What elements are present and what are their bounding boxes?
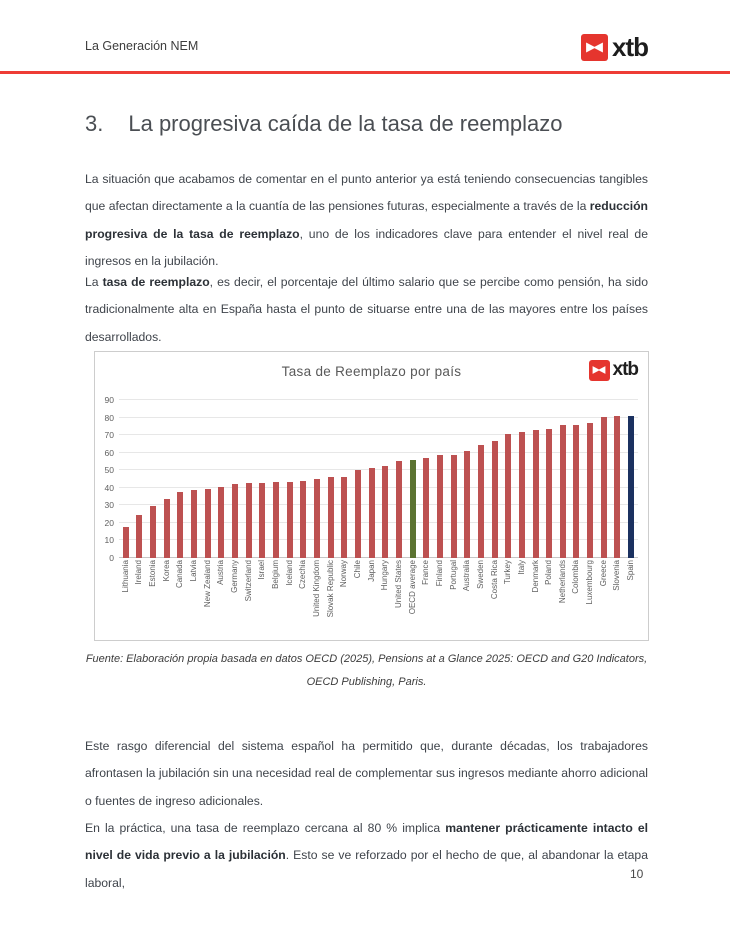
bar-slot xyxy=(419,400,433,558)
bar-slot xyxy=(324,400,338,558)
x-tick-label: Slovak Republic xyxy=(325,560,335,618)
chart-y-axis xyxy=(95,395,114,563)
x-tick xyxy=(501,560,515,640)
x-tick-label: Austria xyxy=(216,560,226,585)
bar-portugal xyxy=(451,455,457,558)
bar-slot xyxy=(283,400,297,558)
x-tick-label: Belgium xyxy=(271,560,281,589)
bar-slot xyxy=(611,400,625,558)
x-tick xyxy=(187,560,201,640)
x-tick-label: Norway xyxy=(339,560,349,588)
bar-colombia xyxy=(573,425,579,558)
header-divider xyxy=(0,71,730,74)
bar-costa-rica xyxy=(492,441,498,558)
bar-slot xyxy=(297,400,311,558)
x-tick xyxy=(597,560,611,640)
chart-xtb-logo xyxy=(589,359,639,381)
bar-denmark xyxy=(533,430,539,558)
bar-slot xyxy=(406,400,420,558)
xtb-logo-icon xyxy=(581,34,608,61)
x-tick xyxy=(556,560,570,640)
bar-slot xyxy=(556,400,570,558)
bar-new-zealand xyxy=(205,489,211,558)
bar-sweden xyxy=(478,445,484,558)
x-tick-label: New Zealand xyxy=(202,560,212,608)
bar-slovak-republic xyxy=(328,477,334,558)
bar-slot xyxy=(378,400,392,558)
x-tick xyxy=(201,560,215,640)
x-tick xyxy=(406,560,420,640)
bar-slot xyxy=(146,400,160,558)
bar-slot xyxy=(201,400,215,558)
x-tick-label: Estonia xyxy=(148,560,158,587)
bar-canada xyxy=(177,492,183,558)
bar-slot xyxy=(338,400,352,558)
bar-germany xyxy=(232,484,238,558)
bar-slot xyxy=(187,400,201,558)
x-tick xyxy=(460,560,474,640)
x-tick xyxy=(228,560,242,640)
x-tick-label: Turkey xyxy=(503,560,513,585)
x-tick-label: Australia xyxy=(462,560,472,592)
x-tick-label: OECD average xyxy=(407,560,417,615)
x-tick-label: Chile xyxy=(352,560,362,579)
bar-slot xyxy=(597,400,611,558)
x-tick-label: Iceland xyxy=(284,560,294,586)
bar-slot xyxy=(269,400,283,558)
x-tick-label: Israel xyxy=(257,560,267,580)
bar-iceland xyxy=(287,482,293,558)
bar-greece xyxy=(601,417,607,558)
bar-slot xyxy=(256,400,270,558)
bar-spain xyxy=(628,416,634,558)
bar-slot xyxy=(310,400,324,558)
xtb-logo-text: xtb xyxy=(612,359,638,380)
y-tick-label: 50 xyxy=(104,465,114,476)
x-tick-label: Netherlands xyxy=(557,560,567,604)
bar-slot xyxy=(515,400,529,558)
x-tick-label: Lithuania xyxy=(120,560,130,593)
bar-united-states xyxy=(396,461,402,558)
x-tick-label: Hungary xyxy=(380,560,390,591)
x-tick xyxy=(365,560,379,640)
x-tick-label: Colombia xyxy=(571,560,581,594)
bar-slot xyxy=(447,400,461,558)
bar-slot xyxy=(174,400,188,558)
x-tick-label: Greece xyxy=(598,560,608,587)
xtb-logo-icon xyxy=(589,360,610,381)
section-heading xyxy=(85,111,563,137)
bar-slot xyxy=(351,400,365,558)
bar-slot xyxy=(433,400,447,558)
bar-slot xyxy=(624,400,638,558)
x-tick xyxy=(529,560,543,640)
y-tick-label: 70 xyxy=(104,430,114,441)
bar-slot xyxy=(542,400,556,558)
y-tick-label: 10 xyxy=(104,535,114,546)
bar-belgium xyxy=(273,482,279,558)
bar-slovenia xyxy=(614,416,620,558)
y-tick-label: 20 xyxy=(104,517,114,528)
bar-lithuania xyxy=(123,527,129,558)
x-tick-label: Switzerland xyxy=(243,560,253,602)
bar-slot xyxy=(160,400,174,558)
x-tick-label: Costa Rica xyxy=(489,560,499,600)
y-tick-label: 60 xyxy=(104,447,114,458)
paragraph-2: La tasa de reemplazo, es decir, el porcentaje del último salario que se percibe como pensión, ha sido tradicionalmente alta en España hasta el punto de situarse entre una de las mayores entre los países desarrollados. xyxy=(85,275,648,344)
bar-oecd-average xyxy=(410,460,416,558)
y-tick-label: 30 xyxy=(104,500,114,511)
x-tick xyxy=(611,560,625,640)
bar-chile xyxy=(355,470,361,558)
bar-slot xyxy=(583,400,597,558)
bar-slot xyxy=(474,400,488,558)
y-tick-label: 40 xyxy=(104,482,114,493)
bar-slot xyxy=(365,400,379,558)
x-tick-label: Japan xyxy=(366,560,376,582)
paragraph-3: Este rasgo diferencial del sistema español ha permitido que, durante décadas, los trabajadores afrontasen la jubilación sin una necesidad real de complementar sus ingresos mediante ahorro adicional o fuentes de ingreso adicionales. xyxy=(85,739,648,808)
bar-slot xyxy=(460,400,474,558)
bar-australia xyxy=(464,451,470,558)
x-tick-label: Finland xyxy=(434,560,444,587)
bar-slot xyxy=(529,400,543,558)
bar-slot xyxy=(488,400,502,558)
bar-slot xyxy=(215,400,229,558)
chart-plot xyxy=(119,400,638,558)
x-tick xyxy=(310,560,324,640)
x-tick xyxy=(174,560,188,640)
bar-france xyxy=(423,458,429,558)
x-tick xyxy=(338,560,352,640)
bar-japan xyxy=(369,468,375,558)
bar-norway xyxy=(341,477,347,558)
x-tick xyxy=(283,560,297,640)
bar-slot xyxy=(133,400,147,558)
section-number: 3. xyxy=(85,111,104,136)
x-tick-label: Czechia xyxy=(298,560,308,589)
x-tick xyxy=(583,560,597,640)
bar-czechia xyxy=(300,481,306,558)
section-title: La progresiva caída de la tasa de reemplazo xyxy=(128,111,563,136)
x-tick xyxy=(515,560,529,640)
x-tick xyxy=(256,560,270,640)
x-tick-label: Poland xyxy=(544,560,554,585)
x-tick xyxy=(160,560,174,640)
x-tick xyxy=(133,560,147,640)
bars xyxy=(119,400,638,558)
x-tick xyxy=(215,560,229,640)
bar-latvia xyxy=(191,490,197,558)
bar-slot xyxy=(392,400,406,558)
y-tick-label: 90 xyxy=(104,395,114,405)
running-header-title: La Generación NEM xyxy=(85,39,199,53)
x-tick-label: United Kingdom xyxy=(312,560,322,617)
x-tick xyxy=(542,560,556,640)
x-tick-label: Latvia xyxy=(189,560,199,582)
x-tick-label: Portugal xyxy=(448,560,458,590)
bar-austria xyxy=(218,487,224,558)
x-tick xyxy=(474,560,488,640)
paragraph-1: La situación que acabamos de comentar en el punto anterior ya está teniendo consecuencias tangibles que afectan directamente a la cuantía de las pensiones futuras, especialmente a través de la reducción progresiva de la tasa de reemplazo, uno de los indicadores clave para entender el nivel real de ingresos en la jubilación. xyxy=(85,172,648,269)
bar-united-kingdom xyxy=(314,479,320,558)
bar-slot xyxy=(570,400,584,558)
bar-israel xyxy=(259,483,265,558)
x-tick-label: United States xyxy=(393,560,403,609)
chart-source-caption: Fuente: Elaboración propia basada en datos OECD (2025), Pensions at a Glance 2025: OECD and G20 Indicators, OECD Publishing, Paris. xyxy=(85,653,648,688)
x-tick xyxy=(419,560,433,640)
x-tick xyxy=(242,560,256,640)
x-tick xyxy=(570,560,584,640)
bar-slot xyxy=(242,400,256,558)
bar-netherlands xyxy=(560,425,566,558)
bar-slot xyxy=(501,400,515,558)
paragraph-4: En la práctica, una tasa de reemplazo cercana al 80 % implica mantener prácticamente intacto el nivel de vida previo a la jubilación. Esto se ve reforzado por el hecho de que, al abandonar la etapa laboral, xyxy=(85,821,649,890)
x-tick xyxy=(146,560,160,640)
x-tick-label: Canada xyxy=(175,560,185,589)
x-tick xyxy=(488,560,502,640)
bar-finland xyxy=(437,455,443,558)
xtb-logo-text: xtb xyxy=(612,32,648,62)
x-tick-label: Luxembourg xyxy=(585,560,595,605)
y-tick-label: 80 xyxy=(104,412,114,423)
bar-luxembourg xyxy=(587,423,593,558)
bar-switzerland xyxy=(246,483,252,558)
bar-hungary xyxy=(382,466,388,558)
x-tick xyxy=(378,560,392,640)
bar-slot xyxy=(228,400,242,558)
bar-estonia xyxy=(150,506,156,558)
xtb-logo xyxy=(581,32,648,63)
chart-x-axis xyxy=(119,560,638,640)
chart-title: Tasa de Reemplazo por país xyxy=(281,364,462,379)
x-tick xyxy=(624,560,638,640)
x-tick-label: Italy xyxy=(516,560,526,575)
page-number: 10 xyxy=(630,867,644,881)
x-tick xyxy=(269,560,283,640)
x-tick-label: Ireland xyxy=(134,560,144,585)
x-tick-label: France xyxy=(421,560,431,585)
x-tick-label: Denmark xyxy=(530,560,540,593)
x-tick xyxy=(324,560,338,640)
bar-turkey xyxy=(505,434,511,558)
x-tick xyxy=(297,560,311,640)
bar-poland xyxy=(546,429,552,558)
x-tick xyxy=(351,560,365,640)
x-tick-label: Germany xyxy=(230,560,240,593)
bar-italy xyxy=(519,432,525,558)
x-tick-label: Korea xyxy=(161,560,171,582)
x-tick-label: Slovenia xyxy=(612,560,622,591)
x-tick xyxy=(433,560,447,640)
x-tick xyxy=(119,560,133,640)
x-tick-label: Sweden xyxy=(475,560,485,589)
bar-slot xyxy=(119,400,133,558)
y-tick-label: 0 xyxy=(109,553,114,563)
bar-korea xyxy=(164,499,170,558)
replacement-rate-chart xyxy=(94,351,649,641)
bar-ireland xyxy=(136,515,142,558)
x-tick xyxy=(447,560,461,640)
x-tick-label: Spain xyxy=(626,560,636,581)
x-tick xyxy=(392,560,406,640)
